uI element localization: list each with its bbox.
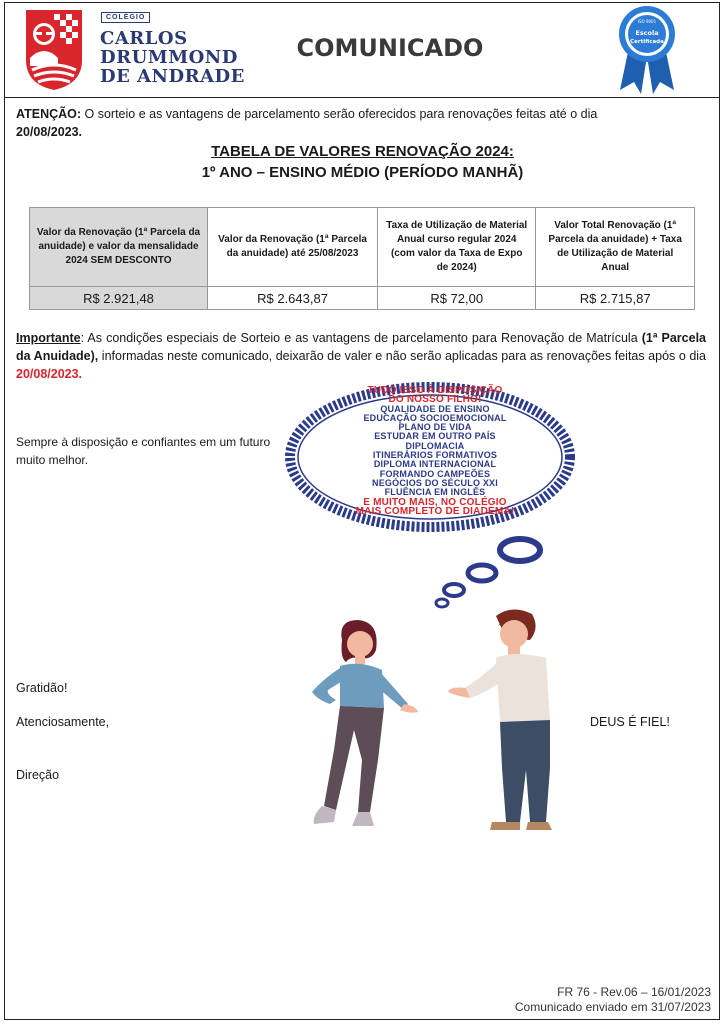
attention-date: 20/08/2023.	[16, 125, 83, 139]
table-title-line-2: 1º ANO – ENSINO MÉDIO (PERÍODO MANHÃ)	[201, 164, 524, 181]
footer-sent-date: Comunicado enviado em 31/07/2023	[514, 1000, 711, 1014]
logo-line-2: DRUMMOND	[100, 47, 238, 68]
bubble-item: FORMANDO CAMPEÕES	[379, 468, 491, 479]
logo-line-3: DE ANDRADE	[100, 66, 245, 87]
table-header-cell: Valor da Renovação (1ª Parcela da anuidade) até 25/08/2023	[208, 208, 378, 287]
bubble-text	[345, 386, 525, 516]
thanks-text: Gratidão!	[16, 681, 68, 695]
logo-line-1: CARLOS	[100, 28, 188, 49]
bubble-item: FLUÊNCIA EM INGLÊS	[384, 487, 486, 498]
logo-tag: COLÉGIO	[101, 12, 150, 23]
important-paragraph	[16, 329, 706, 383]
bubble-footer-1: E MUITO MAIS, NO COLÉGIO	[363, 496, 507, 508]
important-date: 20/08/2023.	[16, 367, 83, 381]
bubble-item: DIPLOMACIA	[405, 440, 465, 451]
table-header-cell: Valor Total Renovação (1ª Parcela da anuidade) + Taxa de Utilização de Material Anual	[536, 208, 695, 287]
footer-revision: FR 76 - Rev.06 – 16/01/2023	[557, 985, 711, 999]
bubble-headline-2: DO NOSSO FILHO!	[388, 394, 482, 406]
side-text: Sempre à disposição e confiantes em um futuro muito melhor.	[16, 435, 271, 467]
bubble-item: NEGÓCIOS DO SÉCULO XXI	[372, 477, 498, 488]
bubble-item: DIPLOMA INTERNACIONAL	[373, 459, 497, 470]
table-cell: R$ 2.921,48	[30, 287, 208, 310]
important-label: Importante	[16, 331, 81, 345]
table-cell: R$ 2.715,87	[536, 287, 695, 310]
bubble-item: EDUCAÇÃO SOCIOEMOCIONAL	[363, 412, 507, 423]
seal-top-text: ISO 9001	[637, 19, 657, 24]
people-talking-illustration	[300, 600, 570, 835]
seal-line-1: Escola	[635, 29, 659, 37]
signature-text: Direção	[16, 768, 60, 782]
attention-paragraph	[16, 105, 706, 141]
table-header-cell: Taxa de Utilização de Material Anual curso regular 2024 (com valor da Taxa de Expo de 2024)	[378, 208, 536, 287]
header-divider	[4, 97, 720, 98]
seal-line-2: Certificada	[630, 39, 664, 45]
attention-text: O sorteio e as vantagens de parcelamento serão oferecidos para renovações feitas até o dia	[81, 107, 598, 121]
regards-text: Atenciosamente,	[16, 715, 110, 729]
bubble-item: ITINERÁRIOS FORMATIVOS	[372, 450, 498, 461]
bubble-item: ESTUDAR EM OUTRO PAÍS	[374, 431, 496, 442]
table-row	[30, 287, 695, 310]
certified-seal-icon	[614, 4, 680, 94]
table-header-cell: Valor da Renovação (1ª Parcela da anuidade) e valor da mensalidade 2024 SEM DESCONTO	[30, 208, 208, 287]
important-bold: (1ª Parcela da Anuidade),	[16, 331, 706, 363]
bubble-headline-1: TUDO ISSO À DISPOSIÇÃO	[367, 385, 503, 396]
bubble-footer-2: MAIS COMPLETO DE DIADEMA!	[355, 505, 515, 517]
table-title-line-1: TABELA DE VALORES RENOVAÇÃO 2024:	[211, 143, 514, 160]
bubble-item: QUALIDADE DE ENSINO	[380, 403, 490, 414]
values-table	[29, 207, 695, 310]
bubble-item: PLANO DE VIDA	[398, 422, 472, 433]
motto-text: DEUS É FIEL!	[590, 715, 670, 729]
table-cell: R$ 2.643,87	[208, 287, 378, 310]
important-text-2: informadas neste comunicado, deixarão de valer e não serão aplicadas para as renovações feitas após o dia	[98, 349, 706, 363]
important-text-1: : As condições especiais de Sorteio e as vantagens de parcelamento para Renovação de Matrícula	[80, 331, 642, 345]
table-cell: R$ 72,00	[378, 287, 536, 310]
attention-label: ATENÇÃO:	[16, 107, 82, 121]
table-header-row	[30, 208, 695, 287]
page-title: COMUNICADO	[296, 34, 484, 62]
school-logo-icon	[24, 8, 84, 92]
